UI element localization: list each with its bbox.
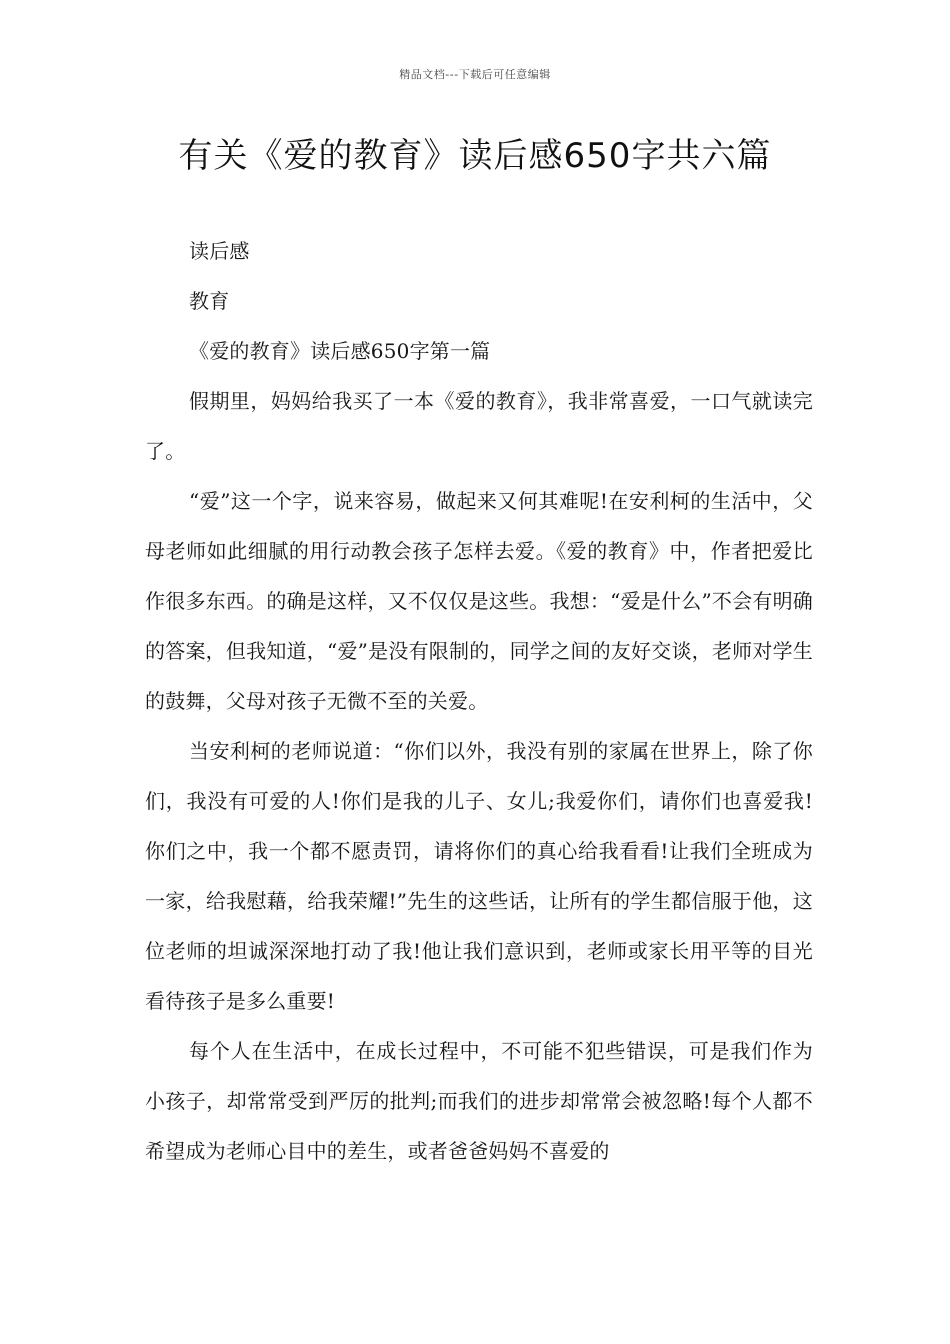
header-note: 精品文档---下载后可任意编辑 bbox=[399, 68, 551, 81]
body-paragraph: “爱”这一个字，说来容易，做起来又何其难呢!在安利柯的生活中，父母老师如此细腻的用行动教会孩子怎样去爱。《爱的教育》中，作者把爱比作很多东西。的确是这样，又不仅仅是这些。我想：“爱是什么”不会有明确的答案，但我知道，“爱”是没有限制的，同学之间的友好交谈，老师对学生的鼓舞，父母对孩子无微不至的关爱。 bbox=[145, 489, 813, 713]
document-body bbox=[145, 226, 813, 1176]
keyword-line: 教育 bbox=[189, 289, 230, 313]
section-heading: 《爱的教育》读后感650字第一篇 bbox=[189, 339, 491, 363]
body-paragraph: 假期里，妈妈给我买了一本《爱的教育》，我非常喜爱，一口气就读完了。 bbox=[145, 389, 813, 463]
keyword-line: 读后感 bbox=[189, 239, 250, 263]
body-paragraph: 每个人在生活中，在成长过程中，不可能不犯些错误，可是我们作为小孩子，却常常受到严厉的批判;而我们的进步却常常会被忽略!每个人都不希望成为老师心目中的差生，或者爸爸妈妈不喜爱的 bbox=[145, 1039, 813, 1163]
body-paragraph: 当安利柯的老师说道：“你们以外，我没有别的家属在世界上，除了你们，我没有可爱的人!你们是我的儿子、女儿;我爱你们，请你们也喜爱我!你们之中，我一个都不愿责罚，请将你们的真心给我看看!让我们全班成为一家，给我慰藉，给我荣耀!”先生的这些话，让所有的学生都信服于他，这位老师的坦诚深深地打动了我!他让我们意识到，老师或家长用平等的目光看待孩子是多么重要! bbox=[145, 739, 813, 1013]
document-title: 有关《爱的教育》读后感650字共六篇 bbox=[178, 136, 772, 176]
